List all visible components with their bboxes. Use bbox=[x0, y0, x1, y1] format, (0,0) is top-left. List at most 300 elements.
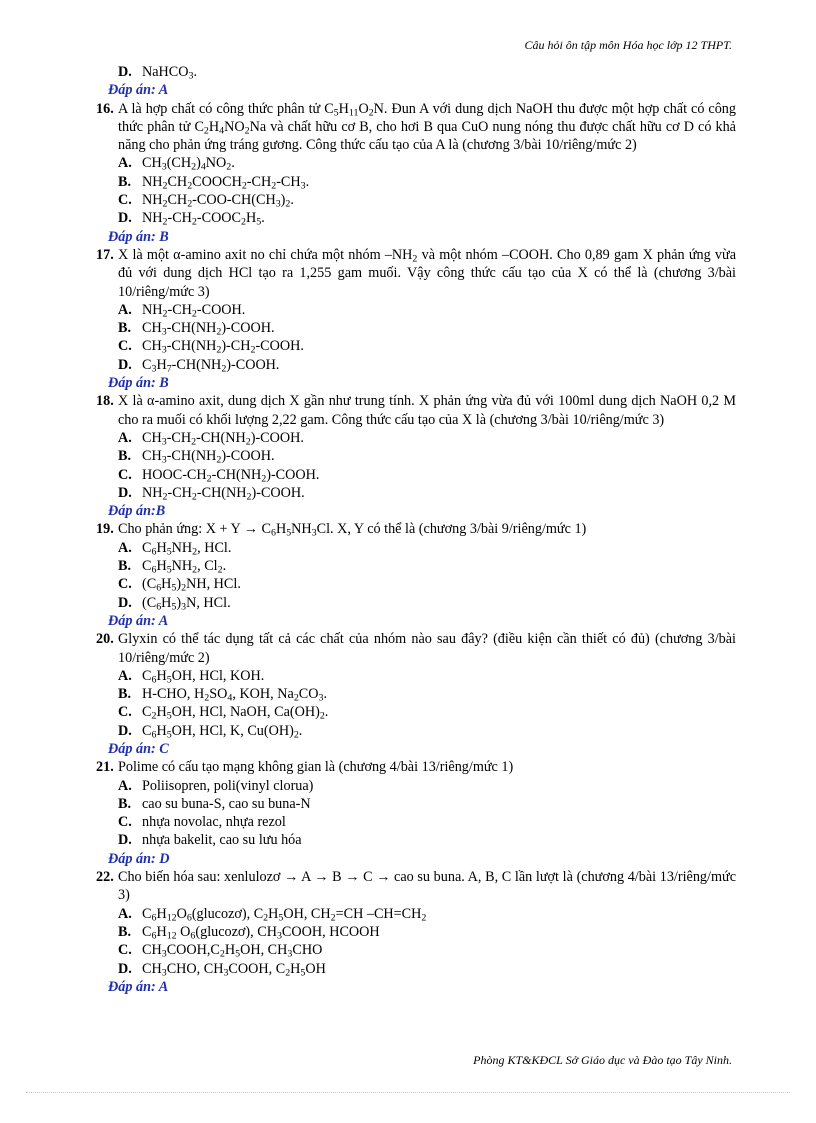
formula-subscript: 3 bbox=[161, 967, 167, 979]
question-number: 20. bbox=[96, 631, 114, 648]
formula-subscript: 3 bbox=[181, 601, 187, 613]
text-run: X là một α-amino axit no chỉ chứa một nhóm –NH bbox=[118, 246, 413, 263]
option-text bbox=[142, 302, 245, 318]
formula-subscript: 3 bbox=[161, 326, 167, 338]
formula-subscript: 2 bbox=[221, 363, 227, 375]
formula-subscript: 5 bbox=[256, 216, 262, 228]
formula-subscript: 12 bbox=[166, 912, 177, 924]
text-run: H bbox=[156, 905, 167, 922]
text-run: (CH bbox=[166, 155, 192, 172]
option-text bbox=[142, 796, 311, 812]
text-run: NH bbox=[171, 558, 193, 575]
question-list bbox=[96, 63, 736, 996]
text-run: C bbox=[142, 923, 152, 940]
option-b bbox=[96, 319, 736, 337]
text-run: . bbox=[193, 64, 198, 80]
text-run: Polime có cấu tạo mạng không gian là (chương 4/bài 13/riêng/mức 1) bbox=[118, 759, 514, 776]
formula-subscript: 2 bbox=[217, 564, 223, 576]
question-text bbox=[118, 247, 736, 300]
option-text bbox=[142, 686, 327, 702]
formula-subscript: 3 bbox=[151, 363, 157, 375]
text-run: CO bbox=[298, 686, 319, 703]
text-run: -COOC bbox=[196, 210, 242, 227]
formula-subscript: 3 bbox=[311, 527, 317, 539]
formula-subscript: 2 bbox=[162, 308, 168, 320]
text-run: CH bbox=[142, 155, 162, 172]
text-run: COOH, HCOOH bbox=[281, 923, 380, 940]
text-run: H bbox=[161, 594, 172, 611]
formula-subscript: 2 bbox=[412, 253, 418, 265]
text-run: X là α-amino axit, dung dịch X gần như trung tính. X phản ứng vừa đủ với 100ml dung dịch NaOH 0,2 M cho ra muối có khối lượng 2,22 gam. Công thức cấu tạo của X là (chương 3/bài 10/riêng/mức 3) bbox=[118, 393, 736, 428]
formula-subscript: 2 bbox=[271, 180, 277, 192]
formula-subscript: 3 bbox=[161, 454, 167, 466]
option-text bbox=[142, 668, 264, 684]
text-run: COOCH bbox=[192, 173, 242, 190]
text-run: H bbox=[156, 923, 167, 940]
formula-subscript: 6 bbox=[151, 546, 157, 558]
option-a bbox=[96, 667, 736, 685]
text-run: C bbox=[142, 356, 152, 373]
text-run: CH bbox=[167, 173, 188, 190]
text-run: O bbox=[358, 100, 369, 117]
formula-subscript: 3 bbox=[161, 161, 167, 173]
formula-subscript: 7 bbox=[166, 363, 172, 375]
text-run: Na và chất hữu cơ B, cho hơi B qua CuO nung nóng thu được chất hữu cơ D có khả năng cho phản ứng tráng gương. Công thức cấu tạo của A là (chương 3/bài 10/riêng/mức 2) bbox=[118, 118, 736, 154]
option-d bbox=[96, 594, 736, 612]
text-run: OH, HCl, K, Cu(OH) bbox=[171, 722, 294, 739]
text-run: -COOH. bbox=[255, 338, 304, 355]
text-run: OH, CH bbox=[240, 942, 288, 959]
text-run: H bbox=[338, 100, 349, 117]
text-run: ) bbox=[176, 576, 182, 593]
text-run: , KOH, Na bbox=[232, 686, 294, 703]
formula-subscript: 2 bbox=[191, 161, 197, 173]
text-run: . bbox=[222, 558, 227, 575]
option-d bbox=[96, 356, 736, 374]
question-text bbox=[118, 393, 736, 427]
option-letter: C. bbox=[118, 338, 132, 355]
option-text bbox=[142, 64, 197, 80]
option-text bbox=[142, 778, 313, 794]
text-run: cao su buna-S, cao su buna-N bbox=[142, 795, 311, 812]
option-text bbox=[142, 540, 231, 556]
text-run: CH bbox=[142, 338, 162, 355]
text-run: Cho biến hóa sau: xenlulozơ → A → B → C → cao su buna. A, B, C lần lượt là (chương 4/bài 13/riêng/mức 3) bbox=[118, 869, 736, 904]
formula-subscript: 2 bbox=[162, 180, 168, 192]
text-run: NH bbox=[142, 484, 163, 501]
text-run: C bbox=[142, 905, 152, 922]
formula-subscript: 2 bbox=[191, 308, 197, 320]
text-run: Cl. X, Y có thể là (chương 3/bài 9/riêng/mức 1) bbox=[316, 521, 587, 538]
text-run: CH bbox=[142, 448, 162, 465]
text-run: ) bbox=[196, 155, 201, 172]
text-run: -CH bbox=[276, 173, 301, 190]
text-run: N. Đun A với dung dịch NaOH thu được một hợp chất có công thức phân tử C bbox=[118, 100, 736, 135]
text-run: )-COOH. bbox=[266, 466, 320, 483]
formula-subscript: 3 bbox=[161, 344, 167, 356]
formula-subscript: 6 bbox=[270, 527, 276, 539]
text-run: Cho phản ứng: X + Y → C bbox=[118, 521, 271, 538]
option-a bbox=[96, 154, 736, 172]
text-run: NH bbox=[142, 301, 163, 318]
question-number: 19. bbox=[96, 521, 114, 538]
formula-subscript: 5 bbox=[333, 107, 339, 119]
answer-key: Đáp án: D bbox=[108, 850, 170, 867]
answer-key: Đáp án: B bbox=[108, 228, 169, 245]
formula-subscript: 3 bbox=[300, 180, 306, 192]
formula-subscript: 3 bbox=[161, 948, 167, 960]
formula-subscript: 2 bbox=[206, 473, 212, 485]
option-text bbox=[142, 174, 309, 190]
option-text bbox=[142, 906, 426, 922]
formula-subscript: 2 bbox=[216, 344, 222, 356]
formula-subscript: 2 bbox=[203, 125, 209, 137]
question-number: 22. bbox=[96, 869, 114, 886]
option-c bbox=[96, 941, 736, 959]
question-text bbox=[118, 759, 513, 775]
question-text bbox=[118, 631, 736, 665]
text-run: -CH bbox=[167, 210, 192, 227]
formula-subscript: 3 bbox=[275, 198, 281, 210]
formula-subscript: 4 bbox=[219, 125, 225, 137]
formula-subscript: 6 bbox=[156, 582, 162, 594]
question-21 bbox=[96, 758, 736, 776]
formula-subscript: 2 bbox=[162, 216, 168, 228]
option-letter: B. bbox=[118, 448, 132, 465]
formula-subscript: 2 bbox=[319, 710, 325, 722]
formula-subscript: 2 bbox=[151, 710, 157, 722]
formula-subscript: 6 bbox=[186, 912, 192, 924]
formula-subscript: 3 bbox=[318, 692, 324, 704]
text-run: . bbox=[261, 210, 265, 227]
formula-subscript: 3 bbox=[276, 930, 282, 942]
formula-subscript: 2 bbox=[245, 436, 251, 448]
formula-subscript: 2 bbox=[192, 546, 198, 558]
text-run: NaHCO bbox=[142, 64, 189, 80]
formula-subscript: 5 bbox=[166, 674, 172, 686]
option-c bbox=[96, 703, 736, 721]
text-run: H bbox=[156, 722, 167, 739]
formula-subscript: 2 bbox=[187, 198, 193, 210]
text-run: -CH(NH bbox=[166, 320, 217, 337]
text-run: -CH(NH bbox=[166, 338, 217, 355]
page-footer: Phòng KT&KĐCL Sở Giáo dục và Đào tạo Tây Ninh. bbox=[473, 1053, 732, 1067]
option-text bbox=[142, 723, 302, 739]
formula-subscript: 2 bbox=[250, 344, 256, 356]
formula-subscript: 6 bbox=[190, 930, 196, 942]
text-run: -CH bbox=[167, 301, 192, 318]
text-run: -COOH. bbox=[196, 301, 246, 318]
formula-subscript: 2 bbox=[285, 198, 291, 210]
text-run: CH bbox=[142, 429, 162, 446]
option-text bbox=[142, 942, 322, 958]
formula-subscript: 2 bbox=[293, 692, 299, 704]
text-run: )-COOH. bbox=[251, 484, 305, 501]
formula-subscript: 2 bbox=[368, 107, 374, 119]
option-letter: C. bbox=[118, 576, 132, 593]
option-text bbox=[142, 467, 319, 483]
text-run: Poliisopren, poli(vinyl clorua) bbox=[142, 777, 314, 794]
option-a bbox=[96, 539, 736, 557]
text-run: -CH(NH bbox=[196, 484, 247, 501]
text-run: H bbox=[224, 942, 236, 959]
answer-key: Đáp án: A bbox=[108, 978, 169, 995]
option-c bbox=[96, 575, 736, 593]
text-run: CH bbox=[142, 960, 162, 977]
question-20 bbox=[96, 630, 736, 667]
text-run: -CH bbox=[246, 173, 272, 190]
formula-subscript: 3 bbox=[188, 70, 194, 82]
text-run: O bbox=[176, 905, 187, 922]
formula-subscript: 2 bbox=[241, 216, 246, 228]
text-run: C bbox=[142, 704, 152, 721]
text-run: NH bbox=[142, 210, 163, 227]
option-text bbox=[142, 357, 279, 373]
text-run: )-COOH. bbox=[226, 356, 280, 373]
option-text bbox=[142, 961, 326, 977]
option-letter: B. bbox=[118, 795, 132, 812]
option-text bbox=[142, 558, 226, 574]
text-run: H bbox=[246, 210, 257, 227]
formula-subscript: 2 bbox=[226, 161, 232, 173]
text-run: )-COOH. bbox=[221, 448, 275, 465]
answer-key: Đáp án:B bbox=[108, 503, 166, 520]
text-run: H bbox=[156, 704, 167, 721]
formula-subscript: 5 bbox=[171, 582, 177, 594]
text-run: CH bbox=[142, 942, 162, 959]
formula-subscript: 6 bbox=[151, 674, 157, 686]
option-letter: A. bbox=[118, 667, 132, 684]
option-letter: A. bbox=[118, 539, 132, 556]
question-text bbox=[118, 101, 736, 154]
question-text bbox=[118, 521, 586, 537]
option-d bbox=[96, 484, 736, 502]
question-text bbox=[118, 869, 736, 903]
formula-subscript: 5 bbox=[300, 967, 306, 979]
option-text bbox=[142, 576, 241, 592]
option-letter: C. bbox=[118, 192, 132, 209]
formula-subscript: 2 bbox=[191, 216, 197, 228]
text-run: . bbox=[324, 704, 329, 721]
text-run: . bbox=[323, 686, 328, 703]
option-c bbox=[96, 813, 736, 831]
option-text bbox=[142, 320, 275, 336]
text-run: NH bbox=[171, 539, 193, 556]
text-run: -CH(NH bbox=[211, 466, 262, 483]
text-run: . bbox=[231, 155, 235, 172]
formula-subscript: 2 bbox=[181, 582, 187, 594]
text-run: và một nhóm –COOH. Cho 0,89 gam X phản ứng vừa đủ với dung dịch HCl tạo ra 1,255 gam muối. Vậy công thức cấu tạo của X có thể là (chương 3/bài 10/riêng/mức 3) bbox=[118, 246, 736, 300]
text-run: A là hợp chất có công thức phân tử C bbox=[118, 100, 334, 117]
option-letter: B. bbox=[118, 320, 132, 337]
option-letter: A. bbox=[118, 155, 132, 172]
text-run: C bbox=[142, 722, 152, 739]
formula-subscript: 12 bbox=[166, 930, 177, 942]
formula-subscript: 5 bbox=[166, 729, 172, 741]
option-a bbox=[96, 777, 736, 795]
option-text bbox=[142, 704, 328, 720]
formula-subscript: 5 bbox=[286, 527, 292, 539]
formula-subscript: 2 bbox=[204, 692, 210, 704]
question-22 bbox=[96, 868, 736, 905]
text-run: H bbox=[156, 558, 167, 575]
text-run: nhựa novolac, nhựa rezol bbox=[142, 814, 286, 831]
lead-answer: Đáp án: A bbox=[108, 82, 169, 99]
option-b bbox=[96, 795, 736, 813]
question-number: 16. bbox=[96, 100, 114, 117]
formula-subscript: 2 bbox=[162, 491, 168, 503]
option-c bbox=[96, 191, 736, 209]
option-letter: B. bbox=[118, 923, 132, 940]
option-d bbox=[96, 722, 736, 740]
text-run: -CH(NH bbox=[171, 356, 222, 373]
option-letter: A. bbox=[118, 429, 132, 446]
text-run: -CH(NH bbox=[166, 448, 217, 465]
text-run: C bbox=[142, 558, 152, 575]
formula-subscript: 2 bbox=[241, 180, 247, 192]
formula-subscript: 11 bbox=[348, 107, 359, 119]
page-header: Câu hỏi ôn tập môn Hóa học lớp 12 THPT. bbox=[524, 38, 732, 52]
formula-subscript: 2 bbox=[216, 326, 222, 338]
option-text bbox=[142, 924, 380, 940]
option-letter: C. bbox=[118, 466, 132, 483]
option-b bbox=[96, 685, 736, 703]
answer-key: Đáp án: B bbox=[108, 375, 169, 392]
formula-subscript: 6 bbox=[151, 729, 157, 741]
option-letter: B. bbox=[118, 173, 132, 190]
question-18 bbox=[96, 392, 736, 429]
option-d bbox=[96, 960, 736, 978]
formula-subscript: 6 bbox=[151, 564, 157, 576]
question-19 bbox=[96, 520, 736, 538]
option-a bbox=[96, 905, 736, 923]
text-run: COOH,C bbox=[166, 942, 220, 959]
text-run: N, HCl. bbox=[186, 594, 231, 611]
text-run: nhựa bakelit, cao su lưu hóa bbox=[142, 832, 302, 849]
option-letter: D. bbox=[118, 722, 132, 739]
text-run: CH bbox=[167, 192, 188, 209]
formula-subscript: 5 bbox=[171, 601, 177, 613]
lead-option-d bbox=[96, 63, 736, 81]
formula-subscript: 2 bbox=[285, 967, 291, 979]
question-number: 18. bbox=[96, 393, 114, 410]
text-run: ) bbox=[176, 594, 182, 611]
text-run: H bbox=[268, 905, 279, 922]
option-letter: C. bbox=[118, 814, 132, 831]
option-letter: D. bbox=[118, 210, 132, 227]
formula-subscript: 3 bbox=[287, 948, 293, 960]
answer-key: Đáp án: C bbox=[108, 740, 169, 757]
formula-subscript: 5 bbox=[166, 710, 172, 722]
text-run: NH bbox=[142, 192, 163, 209]
text-run: H bbox=[161, 576, 172, 593]
text-run: (C bbox=[142, 594, 157, 611]
option-text bbox=[142, 192, 294, 208]
text-run: OH, HCl, NaOH, Ca(OH) bbox=[171, 704, 320, 721]
option-a bbox=[96, 301, 736, 319]
text-run: )-CH bbox=[221, 338, 251, 355]
option-text bbox=[142, 210, 265, 226]
text-run: -CH(NH bbox=[196, 429, 246, 446]
option-letter: D. bbox=[118, 960, 132, 977]
formula-subscript: 3 bbox=[161, 436, 167, 448]
text-run: OH, CH bbox=[283, 905, 331, 922]
option-d bbox=[96, 831, 736, 849]
formula-subscript: 5 bbox=[278, 912, 284, 924]
option-text bbox=[142, 485, 305, 501]
option-text bbox=[142, 338, 304, 354]
option-letter: B. bbox=[118, 558, 132, 575]
text-run: H bbox=[275, 521, 287, 538]
option-d bbox=[96, 209, 736, 227]
option-letter: A. bbox=[118, 777, 132, 794]
text-run: Glyxin có thể tác dụng tất cả các chất của nhóm nào sau đây? (điều kiện cần thiết có đủ) (chương 3/bài 10/riêng/mức 2) bbox=[118, 631, 736, 666]
text-run: NO bbox=[224, 118, 245, 135]
text-run: H-CHO, H bbox=[142, 686, 205, 703]
formula-subscript: 2 bbox=[261, 473, 267, 485]
text-run: -CH bbox=[167, 484, 192, 501]
option-letter: D. bbox=[118, 64, 132, 80]
option-letter: A. bbox=[118, 905, 132, 922]
text-run: COOH, C bbox=[228, 960, 286, 977]
formula-subscript: 2 bbox=[330, 912, 336, 924]
option-letter: C. bbox=[118, 942, 132, 959]
text-run: (glucozơ), CH bbox=[195, 923, 277, 940]
text-run: )-COOH. bbox=[250, 429, 304, 446]
text-run: SO bbox=[209, 686, 228, 703]
text-run: (C bbox=[142, 576, 157, 593]
formula-subscript: 2 bbox=[293, 729, 299, 741]
text-run: =CH –CH=CH bbox=[335, 905, 422, 922]
text-run: )-COOH. bbox=[221, 320, 275, 337]
formula-subscript: 2 bbox=[219, 948, 225, 960]
formula-subscript: 5 bbox=[235, 948, 241, 960]
formula-subscript: 2 bbox=[191, 436, 197, 448]
option-text bbox=[142, 430, 304, 446]
option-letter: D. bbox=[118, 356, 132, 373]
formula-subscript: 4 bbox=[227, 692, 233, 704]
option-letter: D. bbox=[118, 484, 132, 501]
text-run: H bbox=[290, 960, 301, 977]
text-run: . bbox=[290, 192, 294, 209]
text-run: H bbox=[156, 356, 167, 373]
formula-subscript: 2 bbox=[216, 454, 222, 466]
formula-subscript: 2 bbox=[263, 912, 269, 924]
question-number: 21. bbox=[96, 759, 114, 776]
text-run: C bbox=[142, 667, 152, 684]
text-run: CH bbox=[142, 320, 162, 337]
formula-subscript: 2 bbox=[421, 912, 427, 924]
page-edge-divider bbox=[26, 1092, 790, 1093]
text-run: O bbox=[176, 923, 191, 940]
option-b bbox=[96, 173, 736, 191]
formula-subscript: 2 bbox=[162, 198, 168, 210]
text-run: , Cl bbox=[197, 558, 218, 575]
option-text bbox=[142, 814, 286, 830]
text-run: NO bbox=[205, 155, 227, 172]
answer-key: Đáp án: A bbox=[108, 612, 169, 629]
text-run: NH, HCl. bbox=[186, 576, 241, 593]
formula-subscript: 2 bbox=[187, 180, 193, 192]
text-run: . bbox=[298, 722, 303, 739]
option-text bbox=[142, 595, 231, 611]
option-b bbox=[96, 557, 736, 575]
formula-subscript: 5 bbox=[166, 546, 172, 558]
option-c bbox=[96, 466, 736, 484]
formula-subscript: 2 bbox=[246, 491, 252, 503]
question-number: 17. bbox=[96, 246, 114, 263]
text-run: CHO bbox=[292, 942, 323, 959]
